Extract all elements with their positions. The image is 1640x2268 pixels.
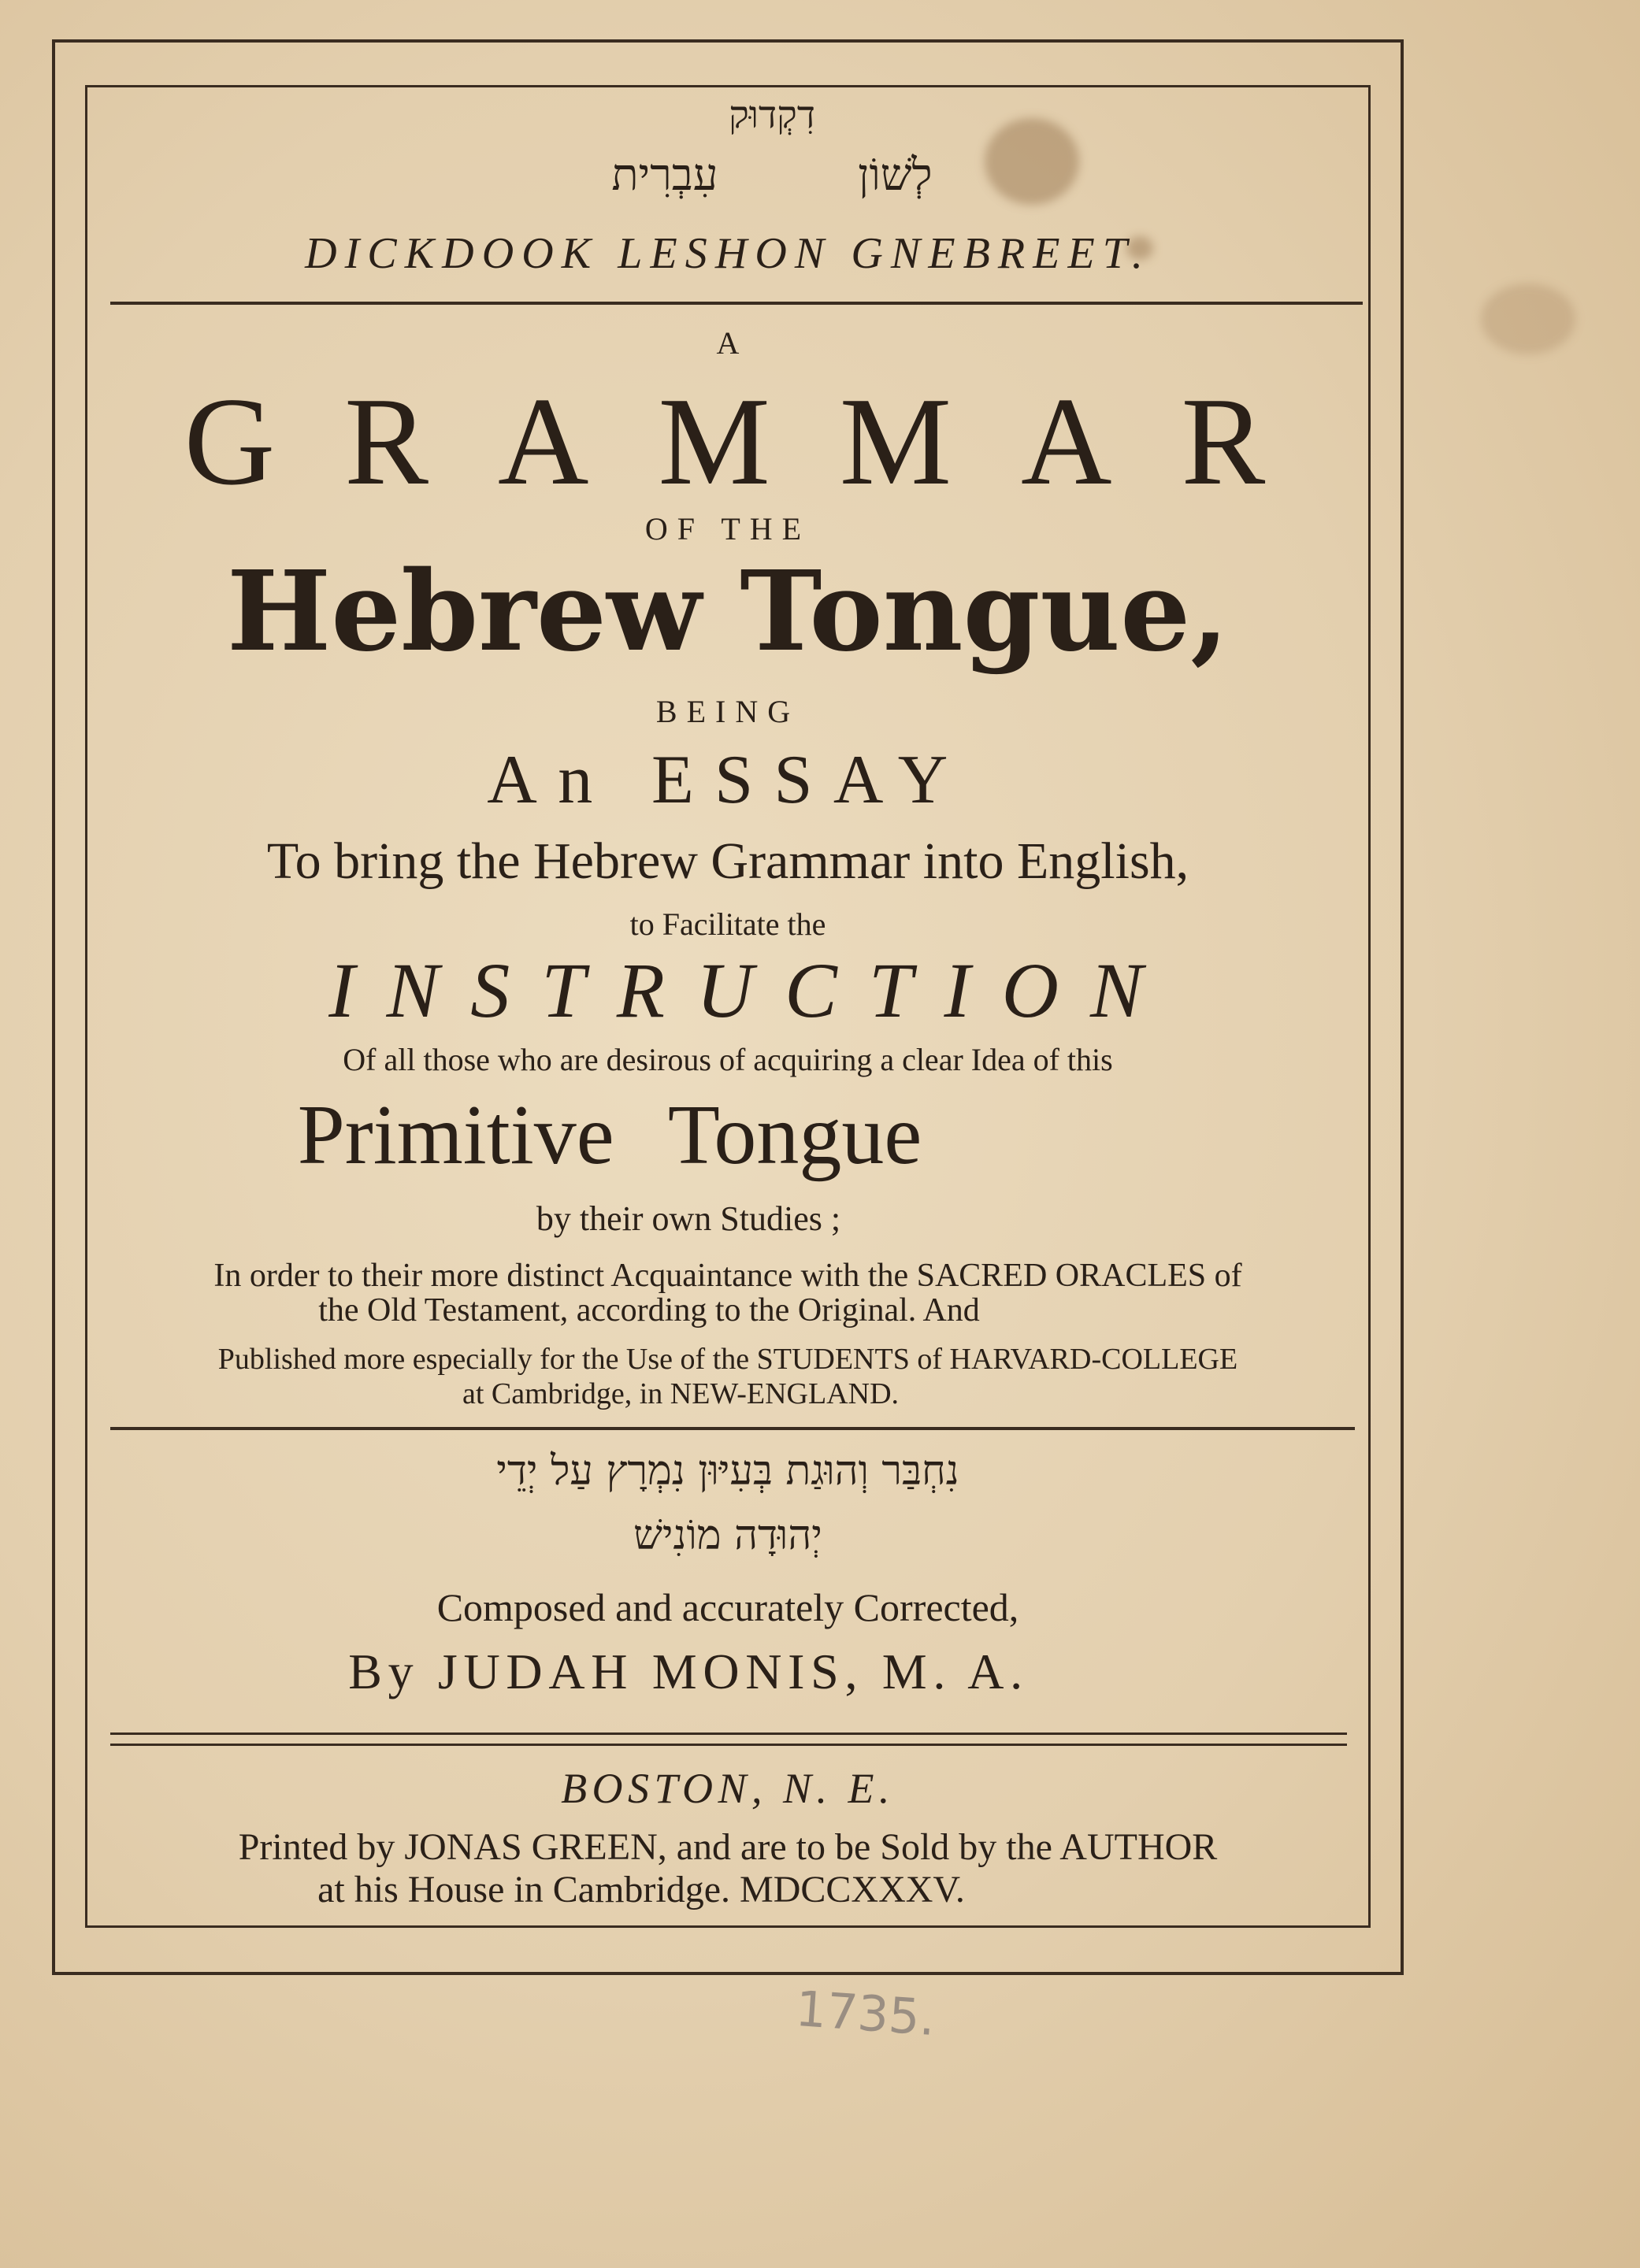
imprint-place [85, 1764, 1371, 1813]
title-published-line1: Published more especially for the Use of the STUDENTS of HARVARD-COLLEGE [217, 1343, 1238, 1376]
title-of-the: OF THE [644, 511, 811, 547]
title-order-line2: the Old Testament, according to the Original. And [318, 1292, 980, 1329]
transliteration: DICKDOOK LESHON GNEBREET. [305, 229, 1151, 278]
title-published-line2: at Cambridge, in NEW-ENGLAND. [462, 1377, 900, 1410]
hebrew-heading-line: לְשׁוֹן עִבְרִית [611, 150, 933, 201]
title-an-essay: An ESSAY [487, 742, 969, 818]
title-facilitate: to Facilitate the [629, 906, 826, 942]
title-grammar: GRAMMAR [184, 371, 1335, 511]
title-being: BEING [655, 694, 800, 729]
title-a: A [716, 325, 740, 361]
rule-author-2 [110, 1744, 1347, 1746]
title-studies: by their own Studies ; [536, 1199, 841, 1238]
rule-title [110, 1427, 1355, 1430]
author-hebrew-line2: יְהוּדָה מוֹנִישׁ [633, 1512, 822, 1559]
title-instruction: INSTRUCTION [328, 947, 1174, 1034]
author-composed: Composed and accurately Corrected, [436, 1585, 1019, 1629]
title-of-all: Of all those who are desirous of acquiring a clear Idea of this [343, 1042, 1113, 1077]
rule-heading [110, 302, 1363, 305]
rule-author-1 [110, 1732, 1347, 1735]
title-primitive-tongue: Primitive Tongue [297, 1088, 922, 1182]
hebrew-heading-top: דִקְדוּק [729, 93, 815, 137]
pencil-note: 1735. [793, 1979, 937, 2048]
imprint-line2: at his House in Cambridge. MDCCXXXV. [317, 1869, 965, 1910]
imprint-place-text: BOSTON, N. E. [561, 1765, 895, 1812]
author-hebrew-line1: נִחְבַּר וְהוּגַת בְּעִיּוּן נִמְרָץ עַל יְדֵי [496, 1447, 959, 1495]
title-bring-line: To bring the Hebrew Grammar into English, [266, 832, 1189, 890]
imprint-line1: Printed by JONAS GREEN, and are to be Sold by the AUTHOR [238, 1826, 1218, 1868]
author-by-line: By JUDAH MONIS, M. A. [348, 1644, 1029, 1699]
title-hebrew-tongue: Hebrew Tongue, [226, 547, 1230, 676]
title-order-line1: In order to their more distinct Acquaintance with the SACRED ORACLES of [213, 1258, 1242, 1294]
